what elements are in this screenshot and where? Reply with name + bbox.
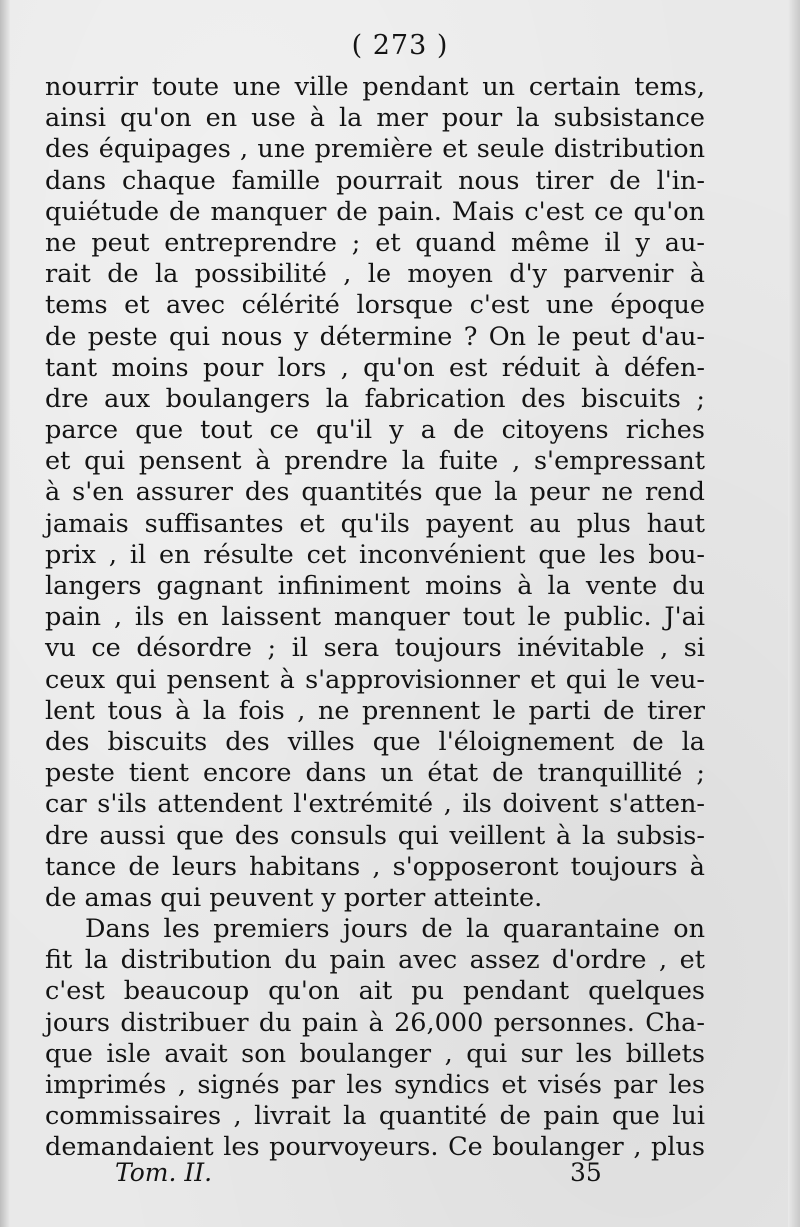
text-line: de peste qui nous y détermine ? On le peut d'au- — [45, 321, 705, 352]
text-line: dans chaque famille pourrait nous tirer de l'in- — [45, 165, 705, 196]
text-line: rait de la possibilité , le moyen d'y parvenir à — [45, 259, 705, 290]
text-line: peste tient encore dans un état de tranquillité ; — [45, 758, 705, 789]
text-line: tems et avec célérité lorsque c'est une époque — [45, 290, 705, 321]
page-edge-left — [0, 0, 10, 1227]
paragraph-end-line: de amas qui peuvent y porter atteinte. — [45, 882, 543, 913]
signature-mark: 35 — [570, 1158, 602, 1187]
paragraph-start-line: Dans les premiers jours de la quarantaine on — [85, 914, 705, 945]
text-line: parce que tout ce qu'il y a de citoyens riches — [45, 415, 705, 446]
text-line: langers gagnant infiniment moins à la vente du — [45, 571, 705, 601]
text-line: jours distribuer du pain à 26,000 personnes. Cha- — [45, 1007, 705, 1038]
text-line: dre aussi que des consuls qui veillent à la subsis- — [45, 820, 705, 851]
text-line: ceux qui pensent à s'approvisionner et qui le veu- — [45, 664, 705, 695]
text-line: lent tous à la fois , ne prennent le parti de tirer — [45, 695, 705, 726]
text-line: tant moins pour lors , qu'on est réduit à défen- — [45, 352, 705, 383]
text-line: tance de leurs habitans , s'opposeront toujours à — [45, 851, 705, 882]
page-edge-right — [788, 0, 800, 1227]
text-line: demandaient les pourvoyeurs. Ce boulanger , plus — [45, 1132, 705, 1163]
text-line: prix , il en résulte cet inconvénient que les bou- — [45, 539, 705, 570]
text-line: que isle avait son boulanger , qui sur les billets — [45, 1038, 705, 1069]
text-line: vu ce désordre ; il sera toujours inévitable , si — [45, 633, 705, 664]
text-line: ainsi qu'on en use à la mer pour la subsistance — [45, 103, 705, 134]
text-line: imprimés , signés par les syndics et visés par les — [45, 1070, 705, 1100]
text-line: pain , ils en laissent manquer tout le public. J'ai — [45, 602, 705, 633]
text-line: et qui pensent à prendre la fuite , s'empressant — [45, 446, 705, 477]
text-line: des biscuits des villes que l'éloignement de la — [45, 726, 705, 757]
volume-label: Tom. II. — [115, 1158, 213, 1187]
text-line: ne peut entreprendre ; et quand même il y au- — [45, 227, 705, 258]
text-line: dre aux boulangers la fabrication des biscuits ; — [45, 383, 705, 414]
page-footer — [115, 1158, 615, 1192]
text-line: fit la distribution du pain avec assez d'ordre , et — [45, 945, 705, 976]
text-line: à s'en assurer des quantités que la peur ne rend — [45, 477, 705, 508]
text-line: nourrir toute une ville pendant un certain tems, — [45, 72, 705, 102]
page-number: ( 273 ) — [351, 30, 449, 61]
text-line: des équipages , une première et seule distribution — [45, 134, 705, 165]
text-line: quiétude de manquer de pain. Mais c'est ce qu'on — [45, 196, 705, 227]
text-line: car s'ils attendent l'extrémité , ils doivent s'atten- — [45, 789, 705, 820]
text-line: commissaires , livrait la quantité de pain que lui — [45, 1101, 705, 1132]
text-line: jamais suffisantes et qu'ils payent au plus haut — [45, 508, 705, 539]
text-line: c'est beaucoup qu'on ait pu pendant quelques — [45, 976, 705, 1007]
body-text — [45, 72, 705, 1164]
